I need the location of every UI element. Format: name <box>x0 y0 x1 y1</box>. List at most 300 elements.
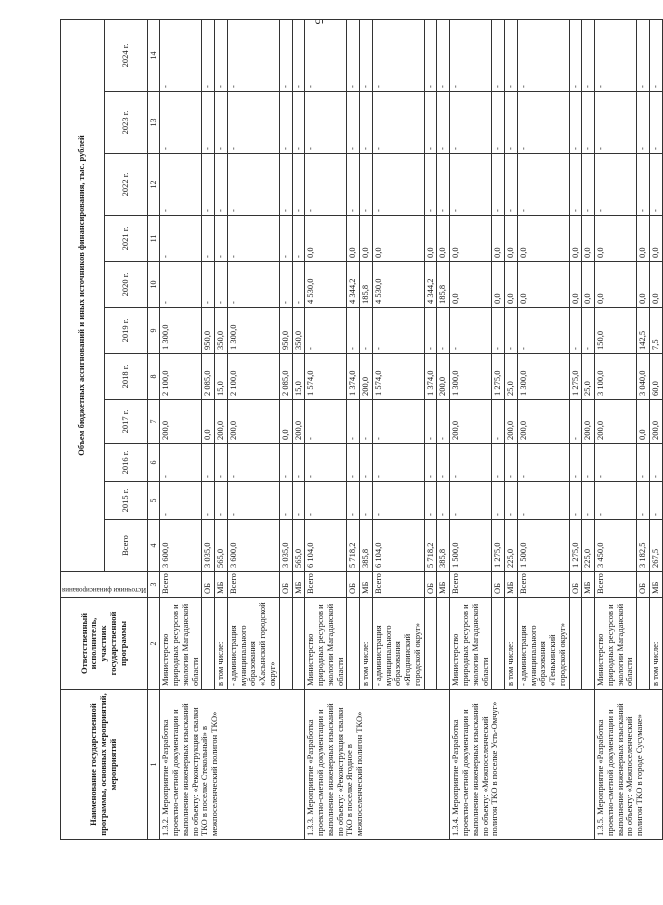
source-cell: ОБ <box>424 572 437 598</box>
year-value-cell: - <box>637 482 650 520</box>
year-value-cell: 200,0 <box>360 354 373 400</box>
year-value-cell: - <box>279 262 292 308</box>
year-value-cell: 200,0 <box>227 400 279 444</box>
year-value-cell: 1 275,0 <box>492 354 505 400</box>
year-value-cell: - <box>595 19 637 91</box>
year-value-cell: - <box>637 92 650 154</box>
year-value-cell: - <box>595 444 637 482</box>
year-value-cell: - <box>517 482 569 520</box>
year-value-cell: - <box>372 92 424 154</box>
year-value-cell: 2 085,0 <box>279 354 292 400</box>
year-value-cell: - <box>279 19 292 91</box>
col-number: 1 <box>148 690 160 840</box>
year-value-cell: - <box>437 400 450 444</box>
year-value-cell: - <box>215 216 228 262</box>
year-value-cell: - <box>292 262 305 308</box>
funding-group-header: Объем бюджетных ассигнований и иных источников финансирования, тыс. рублей <box>61 19 105 571</box>
year-header: 2022 г. <box>104 154 148 216</box>
year-value-cell: - <box>505 154 518 216</box>
year-value-cell: - <box>227 154 279 216</box>
year-value-cell: 1 574,0 <box>305 354 347 400</box>
year-value-cell: 1 374,0 <box>347 354 360 400</box>
year-value-cell: - <box>424 308 437 354</box>
year-value-cell: - <box>517 92 569 154</box>
total-cell: 3 035,0 <box>279 520 292 572</box>
year-value-cell: - <box>437 19 450 91</box>
total-cell: 3 600,0 <box>227 520 279 572</box>
source-cell: Всего <box>160 572 202 598</box>
year-value-cell: - <box>305 92 347 154</box>
year-value-cell: 4 344,2 <box>424 262 437 308</box>
year-value-cell: 0,0 <box>595 216 637 262</box>
year-header: 2017 г. <box>104 400 148 444</box>
year-value-cell: 200,0 <box>450 400 492 444</box>
total-cell: 1 275,0 <box>492 520 505 572</box>
year-value-cell: - <box>292 444 305 482</box>
year-value-cell: 3 040,0 <box>637 354 650 400</box>
year-value-cell: - <box>582 308 595 354</box>
year-value-cell: 1 574,0 <box>372 354 424 400</box>
year-value-cell: - <box>305 400 347 444</box>
year-value-cell: - <box>582 444 595 482</box>
year-value-cell: 200,0 <box>505 400 518 444</box>
year-value-cell: - <box>347 92 360 154</box>
executor-cell: Министерство природных ресурсов и экологии Магаданской области <box>305 598 347 690</box>
year-value-cell: - <box>215 19 228 91</box>
col1-header: Наименование государственной программы, основных мероприятий, мероприятий <box>61 690 148 840</box>
year-value-cell: - <box>637 19 650 91</box>
total-cell: 565,0 <box>215 520 228 572</box>
total-cell: 225,0 <box>505 520 518 572</box>
col-number: 8 <box>148 354 160 400</box>
year-value-cell: 0,0 <box>450 216 492 262</box>
year-header: 2018 г. <box>104 354 148 400</box>
year-value-cell: - <box>582 92 595 154</box>
year-value-cell: - <box>492 444 505 482</box>
year-value-cell: 0,0 <box>279 400 292 444</box>
col-number: 12 <box>148 154 160 216</box>
year-value-cell: 0,0 <box>360 216 373 262</box>
year-value-cell: - <box>279 92 292 154</box>
executor-cell: в том числе: <box>215 598 228 690</box>
year-value-cell: 60,0 <box>650 354 663 400</box>
source-cell: МБ <box>582 572 595 598</box>
year-value-cell: - <box>505 444 518 482</box>
year-value-cell: - <box>424 444 437 482</box>
year-value-cell: - <box>637 154 650 216</box>
activity-name: 1.3.4. Мероприятие «Разработка проектно-сметной документации и выполнение инженерных изысканий по объекту: «Межпоселенческий полигон ТКО в поселке Усть-Омчуг» <box>450 690 595 840</box>
year-value-cell: 1 300,0 <box>160 308 202 354</box>
year-value-cell: - <box>492 400 505 444</box>
year-value-cell: 0,0 <box>637 262 650 308</box>
year-value-cell: - <box>595 154 637 216</box>
source-cell: ОБ <box>492 572 505 598</box>
year-value-cell: 200,0 <box>650 400 663 444</box>
executor-cell: в том числе: <box>360 598 373 690</box>
source-cell: МБ <box>650 572 663 598</box>
year-value-cell: - <box>360 308 373 354</box>
year-value-cell: - <box>517 19 569 91</box>
col-number: 5 <box>148 482 160 520</box>
year-value-cell: 2 085,0 <box>202 354 215 400</box>
year-value-cell: 0,0 <box>305 216 347 262</box>
year-value-cell: 2 100,0 <box>227 354 279 400</box>
total-cell: 565,0 <box>292 520 305 572</box>
total-cell: 6 104,0 <box>305 520 347 572</box>
year-value-cell: 25,0 <box>505 354 518 400</box>
col-number: 13 <box>148 92 160 154</box>
year-value-cell: 0,0 <box>347 216 360 262</box>
year-value-cell: 185,8 <box>437 262 450 308</box>
year-value-cell: - <box>202 92 215 154</box>
year-value-cell: 15,0 <box>215 354 228 400</box>
source-cell: ОБ <box>279 572 292 598</box>
year-value-cell: 0,0 <box>650 262 663 308</box>
year-value-cell: - <box>360 92 373 154</box>
executor-cell <box>437 598 450 690</box>
column-number-row <box>148 19 160 839</box>
year-value-cell: - <box>569 19 582 91</box>
year-value-cell: - <box>505 19 518 91</box>
year-value-cell: - <box>160 154 202 216</box>
year-value-cell: - <box>347 482 360 520</box>
year-value-cell: - <box>202 19 215 91</box>
executor-cell <box>347 598 360 690</box>
year-value-cell: 0,0 <box>492 216 505 262</box>
executor-cell <box>292 598 305 690</box>
source-cell: Всего <box>372 572 424 598</box>
col3-header: Источники финансирования <box>62 586 147 594</box>
year-value-cell: 200,0 <box>292 400 305 444</box>
year-value-cell: 0,0 <box>450 262 492 308</box>
year-value-cell: - <box>450 482 492 520</box>
funding-table <box>60 19 663 840</box>
year-value-cell: - <box>372 444 424 482</box>
year-value-cell: - <box>437 154 450 216</box>
executor-cell: - администрация муниципального образования «Тенькинский городской округ» <box>517 598 569 690</box>
col-number: 9 <box>148 308 160 354</box>
year-value-cell: - <box>372 482 424 520</box>
col-number: 14 <box>148 19 160 91</box>
year-value-cell: - <box>292 482 305 520</box>
year-value-cell: 0,0 <box>569 262 582 308</box>
total-cell: 3 035,0 <box>202 520 215 572</box>
executor-cell <box>582 598 595 690</box>
year-value-cell: - <box>650 482 663 520</box>
year-value-cell: 0,0 <box>437 216 450 262</box>
year-value-cell: - <box>292 154 305 216</box>
year-value-cell: - <box>569 482 582 520</box>
year-value-cell: - <box>292 19 305 91</box>
year-value-cell: - <box>215 154 228 216</box>
year-value-cell: 15,0 <box>292 354 305 400</box>
year-value-cell: - <box>279 444 292 482</box>
year-value-cell: - <box>424 482 437 520</box>
source-cell: ОБ <box>569 572 582 598</box>
year-value-cell: - <box>347 400 360 444</box>
year-value-cell: - <box>305 482 347 520</box>
year-value-cell: - <box>450 308 492 354</box>
year-value-cell: - <box>279 216 292 262</box>
year-value-cell: 0,0 <box>637 216 650 262</box>
executor-cell <box>637 598 650 690</box>
year-value-cell: - <box>227 482 279 520</box>
col-number: 10 <box>148 262 160 308</box>
source-cell: ОБ <box>202 572 215 598</box>
table-row <box>305 19 347 839</box>
year-value-cell: - <box>424 19 437 91</box>
total-cell: 385,8 <box>360 520 373 572</box>
year-value-cell: 200,0 <box>517 400 569 444</box>
total-cell: 1 500,0 <box>450 520 492 572</box>
year-value-cell: - <box>450 444 492 482</box>
total-cell: 1 275,0 <box>569 520 582 572</box>
year-value-cell: - <box>215 92 228 154</box>
year-value-cell: - <box>650 154 663 216</box>
total-cell: 385,8 <box>437 520 450 572</box>
year-value-cell: - <box>215 262 228 308</box>
year-value-cell: 0,0 <box>202 400 215 444</box>
year-value-cell: - <box>569 154 582 216</box>
year-value-cell: 185,8 <box>360 262 373 308</box>
executor-cell <box>424 598 437 690</box>
year-value-cell: 350,0 <box>292 308 305 354</box>
executor-cell: в том числе: <box>505 598 518 690</box>
year-value-cell: - <box>582 154 595 216</box>
table-row <box>450 19 492 839</box>
year-value-cell: 0,0 <box>637 400 650 444</box>
year-value-cell: - <box>360 400 373 444</box>
year-value-cell: - <box>569 92 582 154</box>
executor-cell <box>202 598 215 690</box>
year-value-cell: 0,0 <box>582 216 595 262</box>
year-value-cell: 7,5 <box>650 308 663 354</box>
year-value-cell: 350,0 <box>215 308 228 354</box>
year-value-cell: - <box>292 216 305 262</box>
total-header: Всего <box>104 520 148 572</box>
year-value-cell: 200,0 <box>215 400 228 444</box>
year-value-cell: - <box>202 154 215 216</box>
year-value-cell: 950,0 <box>202 308 215 354</box>
col-number: 4 <box>148 520 160 572</box>
year-value-cell: - <box>347 19 360 91</box>
year-value-cell: - <box>492 19 505 91</box>
year-value-cell: - <box>505 308 518 354</box>
year-value-cell: - <box>360 482 373 520</box>
executor-cell <box>569 598 582 690</box>
total-cell: 5 718,2 <box>347 520 360 572</box>
year-value-cell: - <box>492 482 505 520</box>
year-value-cell: 200,0 <box>160 400 202 444</box>
year-value-cell: - <box>437 308 450 354</box>
year-value-cell: 0,0 <box>505 216 518 262</box>
year-value-cell: - <box>202 444 215 482</box>
year-value-cell: - <box>160 444 202 482</box>
year-value-cell: 0,0 <box>595 262 637 308</box>
rotated-page <box>60 20 660 840</box>
total-cell: 3 450,0 <box>595 520 637 572</box>
table-body <box>160 19 662 839</box>
total-cell: 1 500,0 <box>517 520 569 572</box>
year-value-cell: - <box>347 154 360 216</box>
year-header: 2020 г. <box>104 262 148 308</box>
col-number: 6 <box>148 444 160 482</box>
year-value-cell: - <box>215 444 228 482</box>
year-value-cell: 0,0 <box>517 262 569 308</box>
year-header: 2019 г. <box>104 308 148 354</box>
year-value-cell: - <box>517 444 569 482</box>
col2-header: Ответственный исполнитель, участник государственной программы <box>61 598 148 690</box>
year-value-cell: - <box>160 19 202 91</box>
year-value-cell: - <box>437 92 450 154</box>
year-value-cell: 200,0 <box>595 400 637 444</box>
year-value-cell: - <box>160 216 202 262</box>
year-value-cell: 4 344,2 <box>347 262 360 308</box>
year-value-cell: - <box>582 482 595 520</box>
year-value-cell: - <box>227 216 279 262</box>
year-value-cell: - <box>637 444 650 482</box>
year-value-cell: - <box>372 19 424 91</box>
executor-cell: Министерство природных ресурсов и экологии Магаданской области <box>450 598 492 690</box>
year-value-cell: - <box>569 308 582 354</box>
year-value-cell: 25,0 <box>582 354 595 400</box>
year-value-cell: - <box>517 154 569 216</box>
source-cell: МБ <box>360 572 373 598</box>
year-value-cell: 3 100,0 <box>595 354 637 400</box>
table-row <box>595 19 637 839</box>
year-value-cell: - <box>492 308 505 354</box>
executor-cell: в том числе: <box>650 598 663 690</box>
year-value-cell: 2 100,0 <box>160 354 202 400</box>
year-value-cell: 4 530,0 <box>305 262 347 308</box>
year-value-cell: - <box>505 482 518 520</box>
year-header: 2024 г. <box>104 19 148 91</box>
activity-name: 1.3.2. Мероприятие «Разработка проектно-сметной документации и выполнение инженерных изысканий по объекту: «Реконструкция свалки ТКО в поселке Стекольный» в межпоселенческий полигон ТКО» <box>160 690 305 840</box>
year-value-cell: - <box>424 154 437 216</box>
year-value-cell: - <box>160 262 202 308</box>
year-value-cell: - <box>372 400 424 444</box>
year-header: 2016 г. <box>104 444 148 482</box>
year-value-cell: - <box>160 482 202 520</box>
year-value-cell: - <box>227 92 279 154</box>
page-number: 5 <box>312 18 327 25</box>
executor-cell <box>279 598 292 690</box>
year-value-cell: - <box>360 154 373 216</box>
year-value-cell: - <box>360 444 373 482</box>
year-header: 2021 г. <box>104 216 148 262</box>
executor-cell <box>492 598 505 690</box>
year-value-cell: 1 374,0 <box>424 354 437 400</box>
total-cell: 5 718,2 <box>424 520 437 572</box>
year-value-cell: - <box>437 444 450 482</box>
year-value-cell: - <box>450 19 492 91</box>
year-value-cell: - <box>360 19 373 91</box>
year-value-cell: 0,0 <box>569 216 582 262</box>
year-value-cell: - <box>450 154 492 216</box>
year-value-cell: - <box>305 308 347 354</box>
total-cell: 267,5 <box>650 520 663 572</box>
source-cell: Всего <box>450 572 492 598</box>
year-value-cell: - <box>227 19 279 91</box>
total-cell: 3 600,0 <box>160 520 202 572</box>
year-value-cell: - <box>650 444 663 482</box>
executor-cell: - администрация муниципального образования «Хасынский городской округ» <box>227 598 279 690</box>
year-value-cell: - <box>347 308 360 354</box>
total-cell: 3 182,5 <box>637 520 650 572</box>
source-cell: МБ <box>437 572 450 598</box>
source-cell: Всего <box>227 572 279 598</box>
year-value-cell: - <box>424 92 437 154</box>
year-value-cell: 4 530,0 <box>372 262 424 308</box>
col-number: 11 <box>148 216 160 262</box>
source-cell: Всего <box>305 572 347 598</box>
total-cell: 6 104,0 <box>372 520 424 572</box>
year-value-cell: - <box>582 19 595 91</box>
year-value-cell: - <box>595 482 637 520</box>
year-value-cell: - <box>202 262 215 308</box>
year-value-cell: 0,0 <box>492 262 505 308</box>
year-value-cell: 1 300,0 <box>517 354 569 400</box>
year-value-cell: - <box>279 154 292 216</box>
year-value-cell: - <box>372 308 424 354</box>
executor-cell: Министерство природных ресурсов и экологии Магаданской области <box>595 598 637 690</box>
year-value-cell: 0,0 <box>650 216 663 262</box>
year-value-cell: - <box>215 482 228 520</box>
col-number: 7 <box>148 400 160 444</box>
year-value-cell: 1 275,0 <box>569 354 582 400</box>
total-cell: 225,0 <box>582 520 595 572</box>
table-row <box>160 19 202 839</box>
executor-cell: Министерство природных ресурсов и экологии Магаданской области <box>160 598 202 690</box>
year-value-cell: 0,0 <box>372 216 424 262</box>
year-value-cell: 150,0 <box>595 308 637 354</box>
year-header: 2023 г. <box>104 92 148 154</box>
year-value-cell: - <box>292 92 305 154</box>
source-cell: Всего <box>517 572 569 598</box>
year-value-cell: - <box>437 482 450 520</box>
source-cell: ОБ <box>347 572 360 598</box>
year-value-cell: - <box>450 92 492 154</box>
year-value-cell: - <box>227 444 279 482</box>
year-value-cell: 950,0 <box>279 308 292 354</box>
year-value-cell: 0,0 <box>505 262 518 308</box>
year-value-cell: - <box>202 482 215 520</box>
year-value-cell: - <box>650 92 663 154</box>
year-value-cell: 0,0 <box>424 216 437 262</box>
year-value-cell: - <box>492 92 505 154</box>
year-value-cell: 1 300,0 <box>450 354 492 400</box>
year-value-cell: 1 300,0 <box>227 308 279 354</box>
source-cell: Всего <box>595 572 637 598</box>
source-cell: ОБ <box>637 572 650 598</box>
year-value-cell: 200,0 <box>437 354 450 400</box>
year-value-cell: - <box>227 262 279 308</box>
year-value-cell: - <box>505 92 518 154</box>
year-value-cell: - <box>492 154 505 216</box>
year-value-cell: 0,0 <box>517 216 569 262</box>
year-header: 2015 г. <box>104 482 148 520</box>
year-value-cell: 200,0 <box>582 400 595 444</box>
activity-name: 1.3.5. Мероприятие «Разработка проектно-сметной документации и выполнение инженерных изысканий по объекту: «Межпоселенческий полигон ТКО в городе Сусумане» <box>595 690 663 840</box>
year-value-cell: - <box>517 308 569 354</box>
year-value-cell: - <box>347 444 360 482</box>
activity-name: 1.3.3. Мероприятие «Разработка проектно-сметной документации и выполнение инженерных изысканий по объекту: «Реконструкция свалки ТКО в поселке Ягодное в межпоселенческий полигон ТКО» <box>305 690 450 840</box>
source-cell: МБ <box>215 572 228 598</box>
year-value-cell: - <box>569 400 582 444</box>
year-value-cell: - <box>372 154 424 216</box>
year-value-cell: - <box>305 19 347 91</box>
year-value-cell: 0,0 <box>582 262 595 308</box>
